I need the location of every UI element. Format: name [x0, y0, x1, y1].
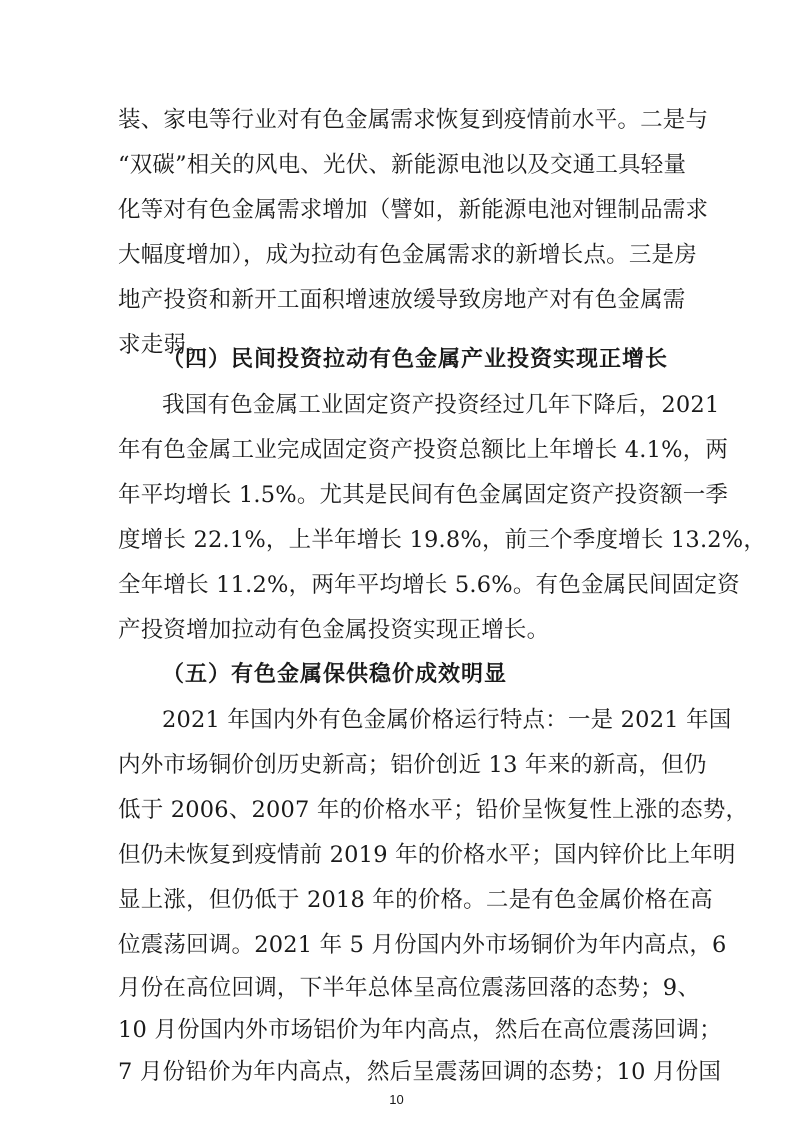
text-line: 年有色金属工业完成固定资产投资总额比上年增长 4.1%，两	[118, 437, 729, 463]
text-line: 2021 年国内外有色金属价格运行特点：一是 2021 年国	[162, 707, 732, 733]
text-line: 地产投资和新开工面积增速放缓导致房地产对有色金属需	[118, 287, 686, 313]
text-line: 我国有色金属工业固定资产投资经过几年下降后，2021	[162, 392, 720, 418]
text-line: 显上涨，但仍低于 2018 年的价格。二是有色金属价格在高	[118, 887, 713, 913]
text-line: 大幅度增加），成为拉动有色金属需求的新增长点。三是房	[118, 242, 697, 268]
section-heading: （五）有色金属保供稳价成效明显	[162, 662, 508, 687]
text-line: 10 月份国内外市场铝价为年内高点，然后在高位震荡回调；	[118, 1017, 722, 1043]
section-heading: （四）民间投资拉动有色金属产业投资实现正增长	[162, 347, 669, 372]
text-line: 度增长 22.1%，上半年增长 19.8%，前三个季度增长 13.2%，	[118, 527, 767, 553]
text-line: 但仍未恢复到疫情前 2019 年的价格水平；国内锌价比上年明	[118, 842, 736, 868]
text-line: 7 月份铅价为年内高点，然后呈震荡回调的态势；10 月份国	[118, 1059, 722, 1085]
text-line: 年平均增长 1.5%。尤其是民间有色金属固定资产投资额一季	[118, 482, 729, 508]
text-line: 装、家电等行业对有色金属需求恢复到疫情前水平。二是与	[118, 107, 709, 133]
page-number: 10	[389, 1092, 404, 1107]
text-line: “双碳”相关的风电、光伏、新能源电池以及交通工具轻量	[118, 152, 687, 178]
text-line: 位震荡回调。2021 年 5 月份国内外市场铜价为年内高点，6	[118, 932, 727, 958]
text-line: 低于 2006、2007 年的价格水平；铅价呈恢复性上涨的态势，	[118, 797, 749, 823]
text-line: 内外市场铜价创历史新高；铝价创近 13 年来的新高，但仍	[118, 752, 707, 778]
text-line: 产投资增加拉动有色金属投资实现正增长。	[118, 617, 550, 643]
text-line: 月份在高位回调，下半年总体呈高位震荡回落的态势；9、	[118, 975, 701, 1001]
text-line: 全年增长 11.2%，两年平均增长 5.6%。有色金属民间固定资	[118, 572, 740, 598]
text-line: 求走弱。	[118, 332, 209, 358]
text-line: 化等对有色金属需求增加（譬如，新能源电池对锂制品需求	[118, 197, 709, 223]
